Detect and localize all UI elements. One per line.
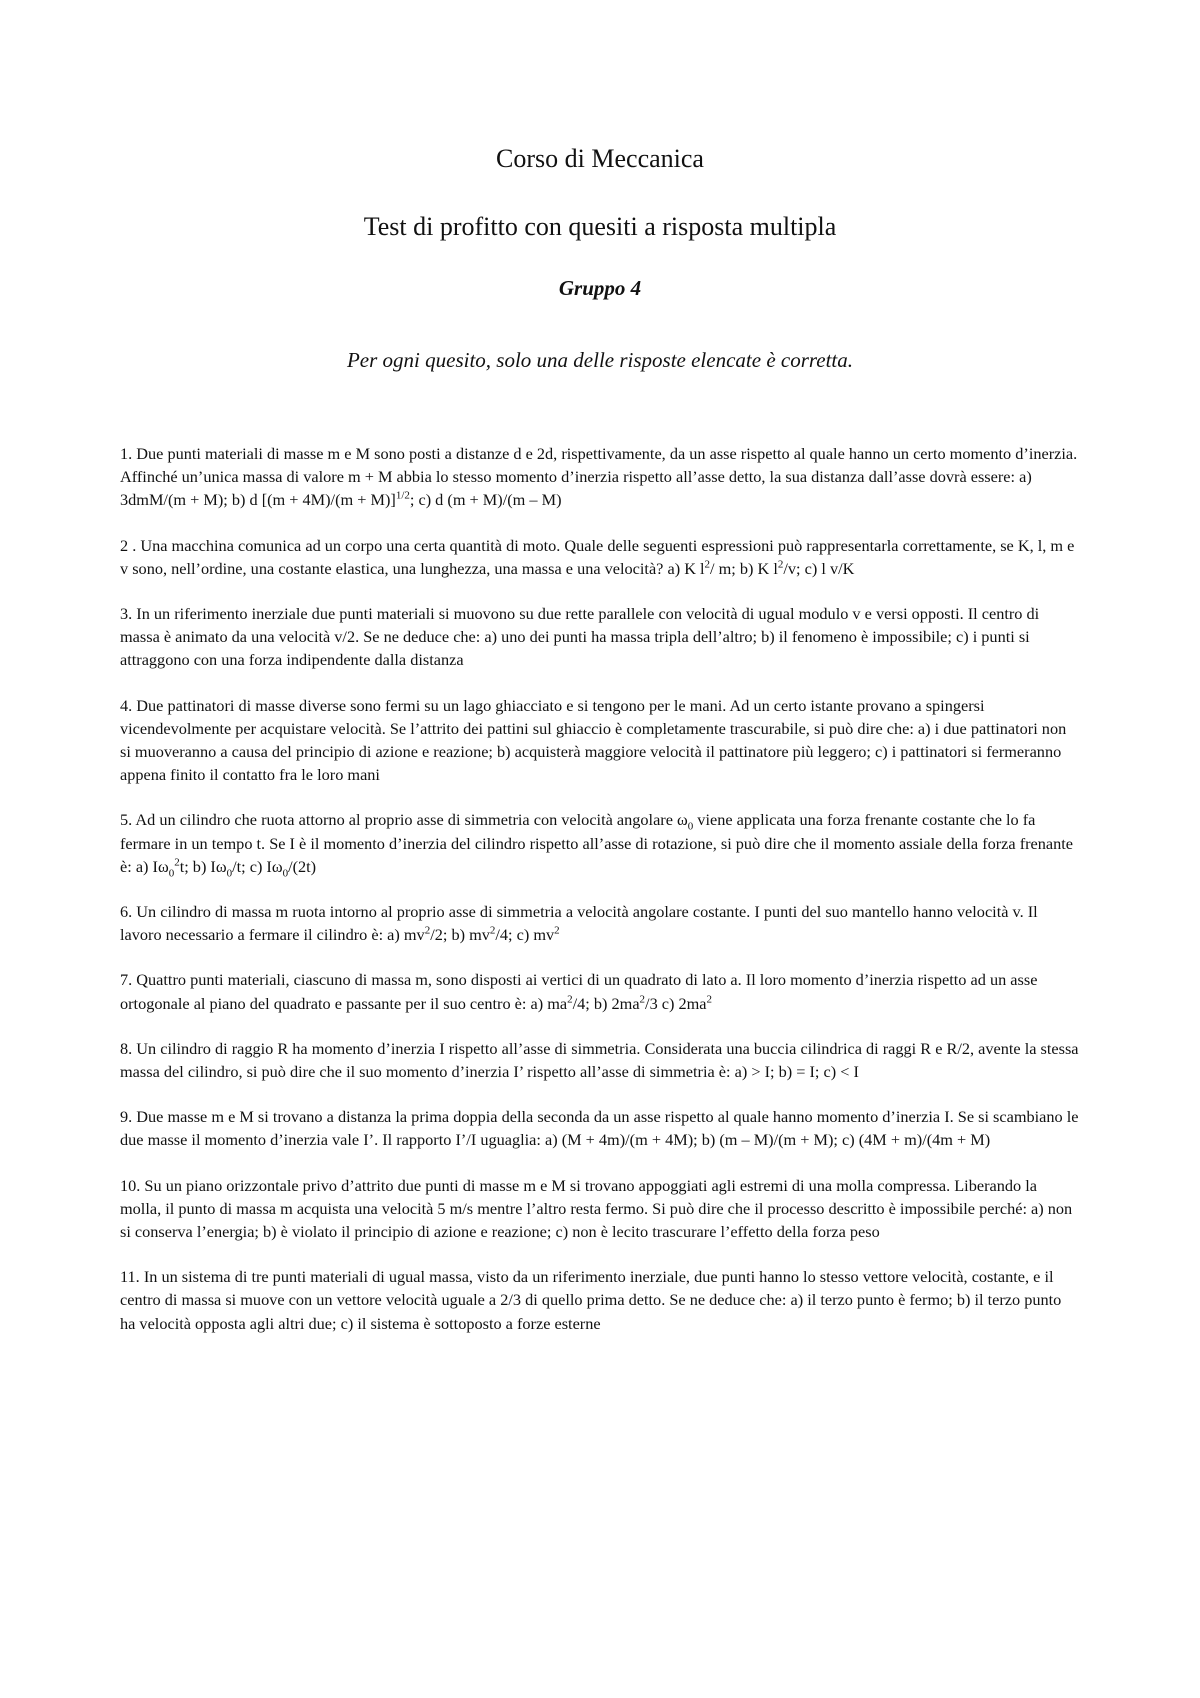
question-10: 10. Su un piano orizzontale privo d’attrito due punti di masse m e M si trovano appoggiati agli estremi di una molla compressa. Liberando la molla, il punto di massa m acquista una velocità 5 m/s mentre l’altro resta fermo. Si può dire che il processo descritto è impossibile perché: a) non si conserva l’energia; b) è violato il principio di azione e reazione; c) non è lecito trascurare l’effetto della forza peso <box>120 1175 1073 1242</box>
question-1: 1. Due punti materiali di masse m e M sono posti a distanze d e 2d, rispettivamente, da un asse rispetto al quale hanno un certo momento d’inerzia. Affinché un’unica massa di valore m + M abbia lo stesso momento d’inerzia rispetto all’asse detto, la sua distanza dall’asse dovrà essere: a) 3dmM/(m + M); b) d $[(m + 4M)/(m + M)]^{1/2}$; c) d (m + M)/(m – M) <box>120 444 1078 510</box>
question-list <box>120 442 1080 1357</box>
question-9: 9. Due masse m e M si trovano a distanza la prima doppia della seconda da un asse rispetto al quale hanno momento d’inerzia I. Se si scambiano le due masse il momento d’inerzia vale I’. Il rapporto I’/I uguaglia: a) (M + 4m)/(m + 4M); b) (m – M)/(m + M); c) (4M + m)/(4m + M) <box>120 1107 1079 1150</box>
page-title: Corso di Meccanica <box>496 144 704 173</box>
question-4: 4. Due pattinatori di masse diverse sono fermi su un lago ghiacciato e si tengono per le mani. Ad un certo istante provano a spingersi vicendevolmente per acquistare velocità. Se l’attrito dei pattini sul ghiaccio è completamente trascurabile, si può dire che: a) i due pattinatori non si muoveranno a causa del principio di azione e reazione; b) acquisterà maggiore velocità il pattinatore più leggero; c) i pattinatori si fermeranno appena finito il contatto fra le loro mani <box>120 695 1067 785</box>
question-3: 3. In un riferimento inerziale due punti materiali si muovono su due rette parallele con velocità di ugual modulo v e versi opposti. Il centro di massa è animato da una velocità v/2. Se ne deduce che: a) uno dei punti ha massa tripla dell’altro; b) il fenomeno è impossibile; c) i punti si attraggono con una forza indipendente dalla distanza <box>120 604 1040 670</box>
page-subtitle: Test di profitto con quesiti a risposta multipla <box>363 212 837 241</box>
question-5: 5. Ad un cilindro che ruota attorno al proprio asse di simmetria con velocità angolare $\omega_0$ viene applicata una forza frenante costante che lo fa fermare in un tempo t. Se I è il momento d’inerzia del cilindro rispetto all’asse di rotazione, si può dire che il momento assiale della forza frenante è: a) $I\omega_0^2t$; b) $I\omega_0/t$; c) $I\omega_0/(2t)$ <box>120 810 1074 880</box>
instructions: Per ogni quesito, solo una delle risposte elencate è corretta. <box>346 348 854 372</box>
group-label: Gruppo 4 <box>558 276 642 300</box>
question-11: 11. In un sistema di tre punti materiali di ugual massa, visto da un riferimento inerziale, due punti hanno lo stesso vettore velocità, costante, e il centro di massa si muove con un vettore velocità uguale a 2/3 di quello prima detto. Se ne deduce che: a) il terzo punto è fermo; b) il terzo punto ha velocità opposta agli altri due; c) il sistema è sottoposto a forze esterne <box>120 1267 1062 1333</box>
question-2: 2 . Una macchina comunica ad un corpo una certa quantità di moto. Quale delle seguenti espressioni può rappresentarla correttamente, se K, l, m e v sono, nell’ordine, una costante elastica, una lunghezza, una massa e una velocità? a) K $l^2/$ m; b) K $l^2/v$; c) l v/K <box>120 535 1075 578</box>
question-6: 6. Un cilindro di massa m ruota intorno al proprio asse di simmetria a velocità angolare costante. I punti del suo mantello hanno velocità v. Il lavoro necessario a fermare il cilindro è: a) $mv^2/2$; b) $mv^2/4$; c) $mv^2$ <box>120 902 1038 945</box>
question-7: 7. Quattro punti materiali, ciascuno di massa m, sono disposti ai vertici di un quadrato di lato a. Il loro momento d’inerzia rispetto ad un asse ortogonale al piano del quadrato e passante per il suo centro è: a) $ma^2/4$; b) $2ma^2/3$ c) $2ma^2$ <box>120 970 1038 1013</box>
question-8: 8. Un cilindro di raggio R ha momento d’inerzia I rispetto all’asse di simmetria. Considerata una buccia cilindrica di raggi R e R/2, avente la stessa massa del cilindro, si può dire che il suo momento d’inerzia I’ rispetto all’asse di simmetria è: a) > I; b) = I; c) < I <box>120 1038 1079 1082</box>
